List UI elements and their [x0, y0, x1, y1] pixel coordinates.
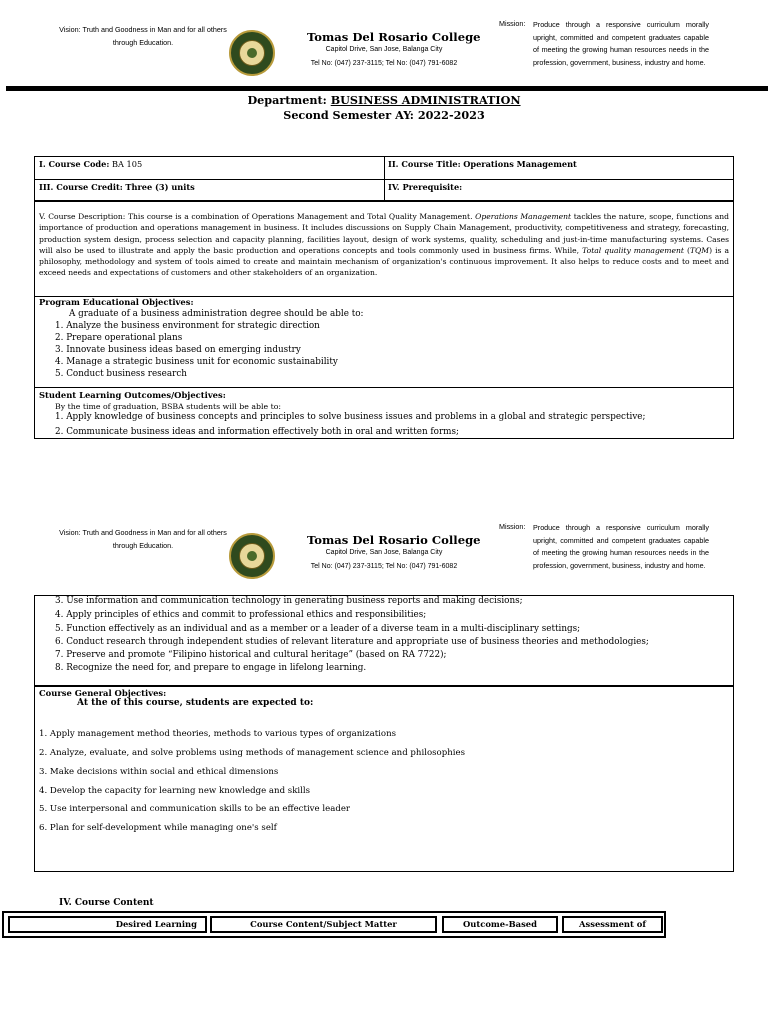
vision-statement: Vision: Truth and Goodness in Man and for all others through Education.: [59, 25, 227, 47]
peo-title: Program Educational Objectives:: [39, 297, 194, 307]
mission-statement: Produce through a responsive curriculum morally upright, committed and competent graduates capable of meeting the growing human resources needs in the profession, government, business, industry and home.: [533, 20, 709, 67]
course-details-block: [34, 201, 734, 439]
column-header: Outcome-Based: [442, 916, 558, 933]
course-content-table: [2, 911, 666, 938]
college-seal-icon: [229, 30, 275, 76]
slo-item: 2. Communicate business ideas and information effectively both in oral and written forms;: [55, 427, 459, 437]
cgo-item: 3. Make decisions within social and ethical dimensions: [39, 767, 279, 777]
department-label: Department:: [247, 93, 327, 107]
course-credit-cell: [39, 182, 195, 192]
cgo-title: Course General Objectives:: [39, 688, 167, 698]
semester-heading: Second Semester AY: 2022-2023: [283, 108, 485, 122]
college-phone: Tel No: (047) 237-3115; Tel No: (047) 791-6082: [310, 563, 458, 570]
slo-item: 4. Apply principles of ethics and commit to professional ethics and responsibilities;: [55, 610, 427, 620]
peo-item: 2. Prepare operational plans: [55, 333, 183, 343]
mission-label: Mission:: [499, 19, 526, 28]
slo-item: 8. Recognize the need for, and prepare to engage in lifelong learning.: [55, 663, 367, 673]
mission-statement: Produce through a responsive curriculum morally upright, committed and competent graduates capable of meeting the growing human resources needs in the profession, government, business, industry and home.: [533, 523, 709, 570]
slo-item: 5. Function effectively as an individual and as a member or a leader of a diverse team in a multi-disciplinary settings;: [55, 624, 581, 634]
college-name: Tomas Del Rosario College: [307, 533, 481, 547]
course-info-table: [34, 156, 734, 201]
peo-intro: A graduate of a business administration degree should be able to:: [69, 309, 364, 319]
prerequisite-cell: [388, 182, 462, 192]
mission-label: Mission:: [499, 522, 526, 531]
course-title-label: II. Course Title:: [388, 159, 461, 169]
cgo-item: 2. Analyze, evaluate, and solve problems using methods of management science and philosophies: [39, 748, 465, 758]
college-seal-icon: [229, 533, 275, 579]
department-heading: [0, 93, 768, 107]
college-name: Tomas Del Rosario College: [307, 30, 481, 44]
course-objectives-block: [34, 686, 734, 872]
peo-item: 5. Conduct business research: [55, 369, 187, 379]
course-title-cell: [388, 159, 577, 169]
cgo-item: 1. Apply management method theories, methods to various types of organizations: [39, 729, 397, 739]
header-rule: [6, 86, 768, 91]
prerequisite-label: IV. Prerequisite:: [388, 182, 463, 192]
course-credit-label: III. Course Credit:: [39, 182, 123, 192]
department-name: BUSINESS ADMINISTRATION: [330, 93, 521, 107]
college-address: Capitol Drive, San Jose, Balanga City: [325, 46, 443, 53]
course-code-value: BA 105: [112, 159, 143, 169]
college-phone: Tel No: (047) 237-3115; Tel No: (047) 791-6082: [310, 60, 458, 67]
course-description: V. Course Description: This course is a combination of Operations Management and Total Quality Management. Operations Management tackles the nature, scope, functions and importance of production and operations management in business. It includes discussions on Supply Chain Management, productivity, competitiveness and strategy, forecasting, production system design, process selection and capacity planning, facilities layout, design of work systems, quality, scheduling and just-in-time manufacturing systems. Cases will also be used to illustrate and apply the basic production and operations concepts and tools commonly used in business firms. While, Total quality management (TQM) is a philosophy, methodology and system of tools aimed to create and maintain mechanism of organization's continuous improvement. It also helps to reduce costs and to meet and exceed needs and expectations of customers and other stakeholders of an organization.: [39, 212, 729, 278]
cgo-item: 6. Plan for self-development while managing one's self: [39, 823, 277, 833]
college-address: Capitol Drive, San Jose, Balanga City: [325, 549, 443, 556]
slo-intro: By the time of graduation, BSBA students will be able to:: [55, 402, 282, 411]
vision-statement: Vision: Truth and Goodness in Man and for all others through Education.: [59, 528, 227, 550]
cgo-item: 4. Develop the capacity for learning new knowledge and skills: [39, 786, 311, 796]
slo-item: 6. Conduct research through independent studies of relevant literature and appropriate use of business theories and methodologies;: [55, 637, 649, 647]
course-title-value: Operations Management: [463, 159, 577, 169]
column-header: Desired Learning: [8, 916, 207, 933]
column-header: Assessment of: [562, 916, 663, 933]
slo-item: 3. Use information and communication technology in generating business reports and making decisions;: [55, 596, 523, 606]
cgo-intro: At the of this course, students are expected to:: [77, 698, 314, 708]
slo-continued-block: [34, 595, 734, 686]
cgo-item: 5. Use interpersonal and communication skills to be an effective leader: [39, 804, 351, 814]
peo-item: 1. Analyze the business environment for strategic direction: [55, 321, 320, 331]
course-content-title: IV. Course Content: [59, 898, 154, 908]
course-code-cell: [39, 159, 142, 169]
slo-item: 1. Apply knowledge of business concepts and principles to solve business issues and problems in a global and strategic perspective;: [55, 412, 646, 422]
slo-item: 7. Preserve and promote “Filipino historical and cultural heritage” (based on RA 7722);: [55, 650, 447, 660]
slo-title: Student Learning Outcomes/Objectives:: [39, 390, 226, 400]
peo-item: 4. Manage a strategic business unit for economic sustainability: [55, 357, 338, 367]
course-credit-value: Three (3) units: [125, 182, 195, 192]
course-code-label: I. Course Code:: [39, 159, 110, 169]
peo-item: 3. Innovate business ideas based on emerging industry: [55, 345, 301, 355]
column-header: Course Content/Subject Matter: [210, 916, 437, 933]
